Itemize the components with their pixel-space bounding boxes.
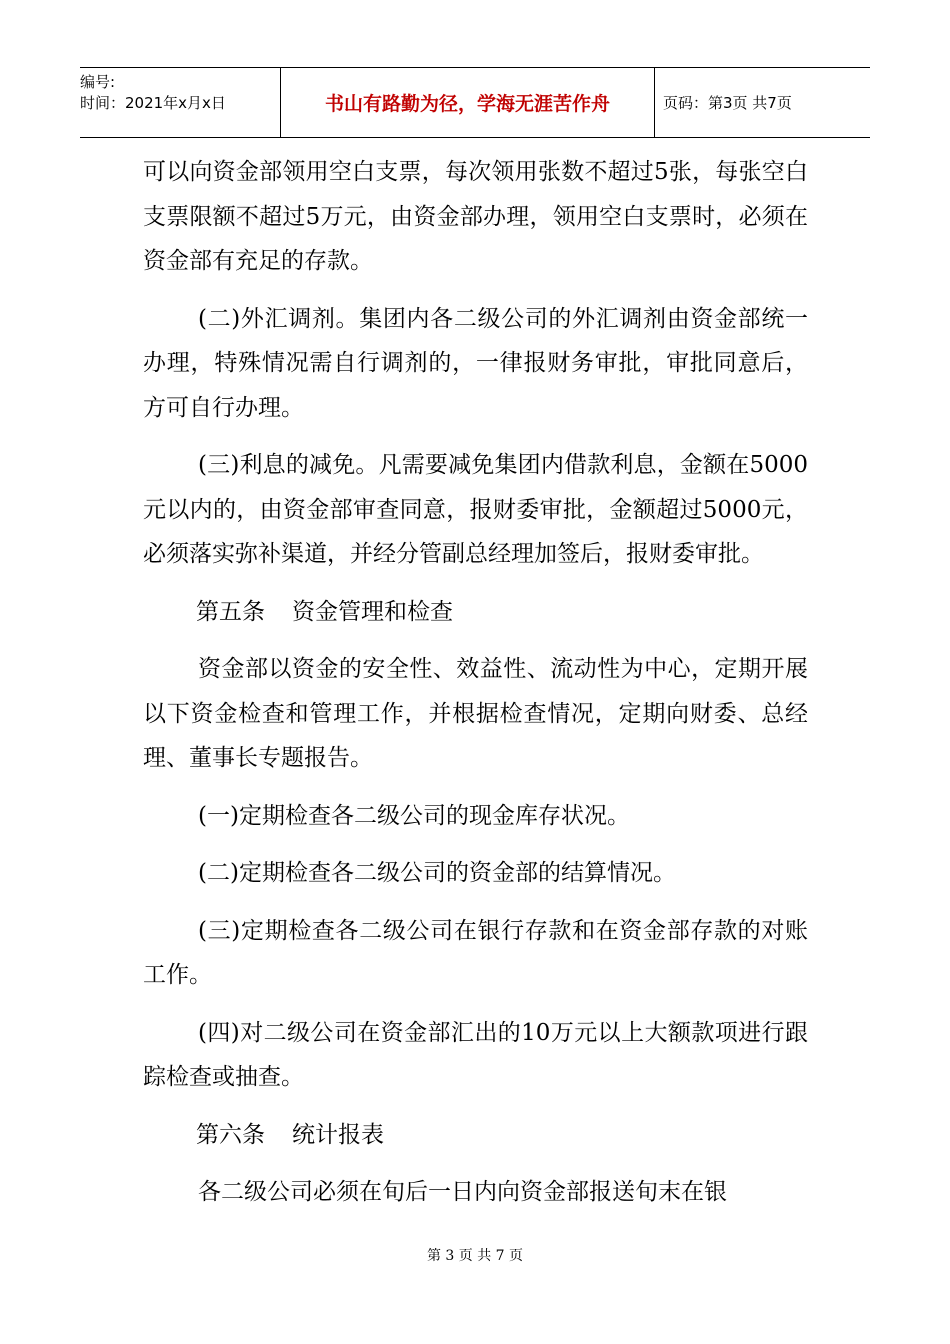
paragraph: (三)定期检查各二级公司在银行存款和在资金部存款的对账工作。 [143, 917, 808, 988]
document-number-label: 编号: [80, 73, 116, 91]
header-motto: 书山有路勤为径，学海无涯苦作舟 [281, 68, 655, 137]
paragraph: 可以向资金部领用空白支票，每次领用张数不超过5张，每张空白支票限额不超过5万元，由资金部办理，领用空白支票时，必须在资金部有充足的存款。 [143, 159, 808, 274]
paragraph: (三)利息的减免。凡需要减免集团内借款利息，金额在5000元以内的，由资金部审查同意，报财委审批，金额超过5000元，必须落实弥补渠道，并经分管副总经理加签后，报财委审批。 [143, 452, 808, 567]
paragraph: 资金部以资金的安全性、效益性、流动性为中心，定期开展以下资金检查和管理工作，并根据检查情况，定期向财委、总经理、董事长专题报告。 [143, 656, 808, 771]
paragraph: (四)对二级公司在资金部汇出的10万元以上大额款项进行跟踪检查或抽查。 [143, 1019, 808, 1090]
article-title: 资金管理和检查 [292, 598, 453, 625]
paragraph: 各二级公司必须在旬后一日内向资金部报送旬末在银 [198, 1179, 727, 1205]
document-body [143, 150, 808, 1228]
page-header [80, 67, 870, 138]
header-meta [80, 68, 281, 137]
paragraph: (一)定期检查各二级公司的现金库存状况。 [198, 802, 630, 829]
paragraph: (二)定期检查各二级公司的资金部的结算情况。 [198, 860, 676, 886]
page-footer: 第 3 页 共 7 页 [426, 1248, 524, 1264]
article-heading [143, 1113, 808, 1158]
document-time-label: 时间：2021年x月x日 [80, 94, 226, 112]
paragraph: (二)外汇调剂。集团内各二级公司的外汇调剂由资金部统一办理，特殊情况需自行调剂的，一律报财务审批，审批同意后，方可自行办理。 [143, 305, 808, 421]
article-number: 第五条 [196, 598, 265, 625]
article-title: 统计报表 [292, 1121, 384, 1148]
header-page-number: 页码：第3页 共7页 [663, 94, 792, 112]
article-number: 第六条 [196, 1121, 265, 1148]
article-heading [143, 590, 808, 635]
